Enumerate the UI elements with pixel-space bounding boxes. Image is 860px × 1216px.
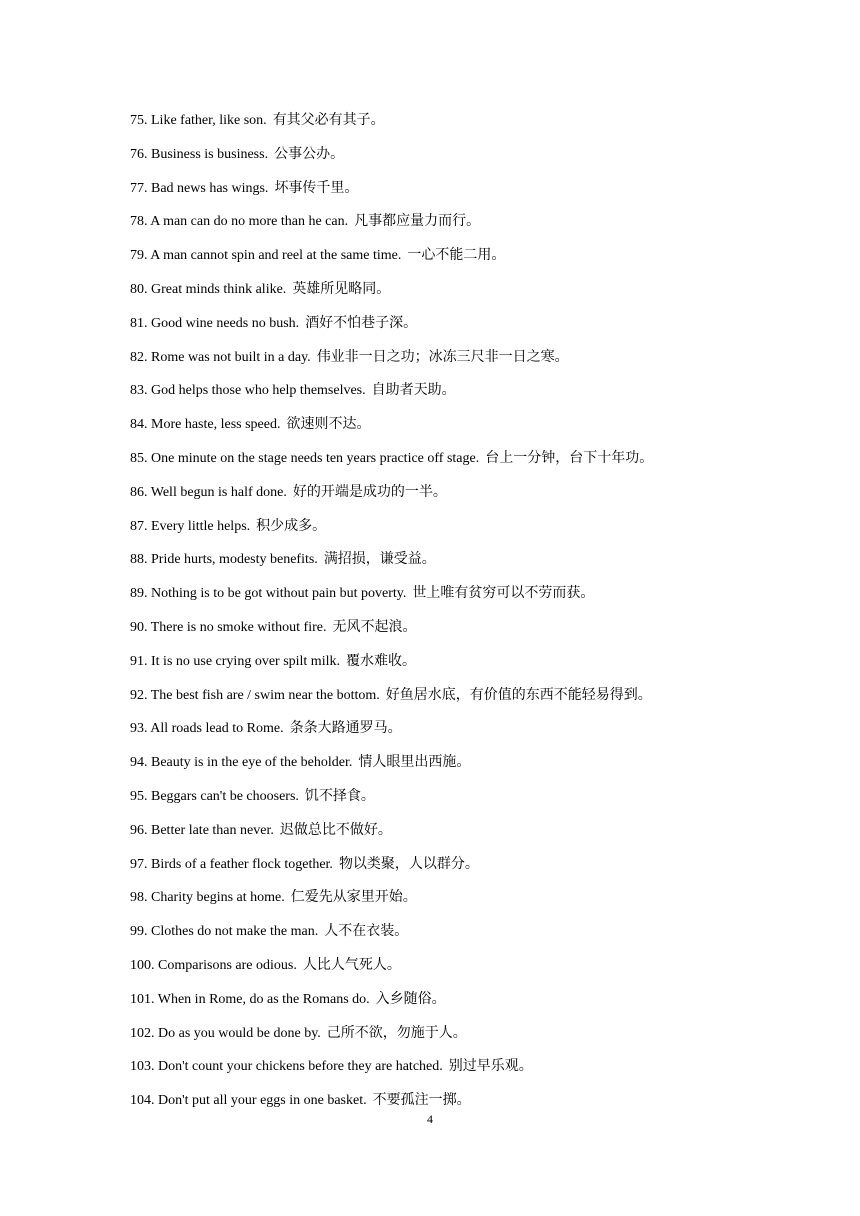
proverb-chinese: 伟业非一日之功；冰冻三尺非一日之寒。	[316, 349, 569, 365]
proverb-item	[130, 617, 830, 651]
proverb-item	[130, 144, 830, 178]
proverb-chinese: 凡事都应量力而行。	[354, 214, 481, 230]
proverb-item	[130, 921, 830, 955]
proverb-chinese: 英雄所见略同。	[292, 281, 391, 297]
proverb-chinese: 一心不能二用。	[407, 248, 506, 264]
proverb-item	[130, 1056, 830, 1090]
proverb-item	[130, 448, 830, 482]
proverb-item	[130, 516, 830, 550]
proverb-item	[130, 482, 830, 516]
proverb-english: 100. Comparisons are odious.	[130, 957, 297, 973]
proverb-chinese: 满招损，谦受益。	[323, 552, 436, 568]
proverb-item	[130, 786, 830, 820]
proverb-english: 85. One minute on the stage needs ten years practice off stage.	[130, 450, 480, 466]
proverb-item	[130, 549, 830, 583]
proverb-chinese: 不要孤注一掷。	[372, 1093, 471, 1109]
proverb-chinese: 情人眼里出西施。	[358, 755, 471, 771]
proverb-english: 94. Beauty is in the eye of the beholder.	[130, 755, 353, 771]
proverb-chinese: 条条大路通罗马。	[289, 721, 402, 737]
proverb-chinese: 迟做总比不做好。	[279, 822, 392, 838]
proverb-english: 104. Don't put all your eggs in one basket.	[130, 1093, 367, 1109]
proverb-chinese: 饥不择食。	[304, 788, 375, 804]
proverb-item	[130, 820, 830, 854]
proverb-chinese: 坏事传千里。	[274, 180, 359, 196]
proverb-english: 91. It is no use crying over spilt milk.	[130, 653, 340, 669]
proverb-chinese: 酒好不怕巷子深。	[305, 315, 418, 331]
proverb-english: 75. Like father, like son.	[130, 113, 267, 128]
proverb-item	[130, 752, 830, 786]
proverb-chinese: 有其父必有其子。	[272, 113, 385, 128]
proverb-chinese: 世上唯有贫穷可以不劳而获。	[412, 586, 595, 602]
proverb-item	[130, 178, 830, 212]
proverb-english: 90. There is no smoke without fire.	[130, 619, 327, 635]
proverb-item	[130, 685, 830, 719]
proverb-english: 87. Every little helps.	[130, 518, 251, 534]
proverb-english: 99. Clothes do not make the man.	[130, 924, 319, 940]
proverb-english: 83. God helps those who help themselves.	[130, 383, 366, 399]
proverb-chinese: 仁爱先从家里开始。	[290, 890, 417, 906]
proverb-english: 93. All roads lead to Rome.	[130, 721, 284, 737]
proverb-english: 77. Bad news has wings.	[130, 180, 269, 196]
proverb-english: 102. Do as you would be done by.	[130, 1025, 321, 1041]
proverb-item	[130, 211, 830, 245]
proverb-chinese: 公事公办。	[274, 146, 345, 162]
proverb-english: 101. When in Rome, do as the Romans do.	[130, 991, 370, 1007]
proverb-chinese: 无风不起浪。	[332, 619, 417, 635]
proverb-chinese: 好鱼居水底，有价值的东西不能轻易得到。	[385, 687, 652, 703]
proverb-chinese: 欲速则不达。	[286, 417, 371, 433]
proverb-english: 86. Well begun is half done.	[130, 484, 287, 500]
proverb-english: 92. The best fish are / swim near the bottom.	[130, 687, 380, 703]
proverb-english: 79. A man cannot spin and reel at the same time.	[130, 248, 402, 264]
proverb-english: 84. More haste, less speed.	[130, 417, 281, 433]
proverb-item	[130, 718, 830, 752]
proverb-chinese: 好的开端是成功的一半。	[292, 484, 447, 500]
proverb-item	[130, 110, 830, 144]
proverb-english: 82. Rome was not built in a day.	[130, 349, 311, 365]
proverb-item	[130, 854, 830, 888]
page-number: 4	[427, 1112, 433, 1126]
proverb-english: 95. Beggars can't be choosers.	[130, 788, 299, 804]
proverb-chinese: 积少成多。	[256, 518, 327, 534]
proverb-item	[130, 989, 830, 1023]
proverb-english: 81. Good wine needs no bush.	[130, 315, 300, 331]
proverb-item	[130, 380, 830, 414]
proverb-item	[130, 955, 830, 989]
proverb-english: 98. Charity begins at home.	[130, 890, 285, 906]
proverb-item	[130, 1023, 830, 1057]
proverb-item	[130, 651, 830, 685]
proverb-english: 97. Birds of a feather flock together.	[130, 856, 333, 872]
proverb-english: 103. Don't count your chickens before they are hatched.	[130, 1059, 443, 1075]
proverb-item	[130, 583, 830, 617]
proverb-english: 96. Better late than never.	[130, 822, 274, 838]
proverb-chinese: 覆水难收。	[345, 653, 416, 669]
proverb-chinese: 人不在衣装。	[324, 924, 409, 940]
proverb-item	[130, 347, 830, 381]
proverb-english: 88. Pride hurts, modesty benefits.	[130, 552, 318, 568]
proverb-item	[130, 313, 830, 347]
proverb-chinese: 入乡随俗。	[375, 991, 446, 1007]
proverb-english: 89. Nothing is to be got without pain but poverty.	[130, 586, 407, 602]
proverb-chinese: 人比人气死人。	[302, 957, 401, 973]
proverb-english: 80. Great minds think alike.	[130, 281, 287, 297]
proverb-item	[130, 887, 830, 921]
proverb-chinese: 己所不欲，勿施于人。	[326, 1025, 467, 1041]
proverb-item	[130, 245, 830, 279]
proverb-chinese: 别过早乐观。	[448, 1059, 533, 1075]
proverb-chinese: 台上一分钟，台下十年功。	[485, 450, 654, 466]
proverb-chinese: 自助者天助。	[371, 383, 456, 399]
proverb-english: 78. A man can do no more than he can.	[130, 214, 349, 230]
proverb-english: 76. Business is business.	[130, 146, 269, 162]
proverb-chinese: 物以类聚，人以群分。	[338, 856, 479, 872]
proverb-item	[130, 279, 830, 313]
proverb-item	[130, 414, 830, 448]
proverb-list	[130, 110, 830, 1124]
